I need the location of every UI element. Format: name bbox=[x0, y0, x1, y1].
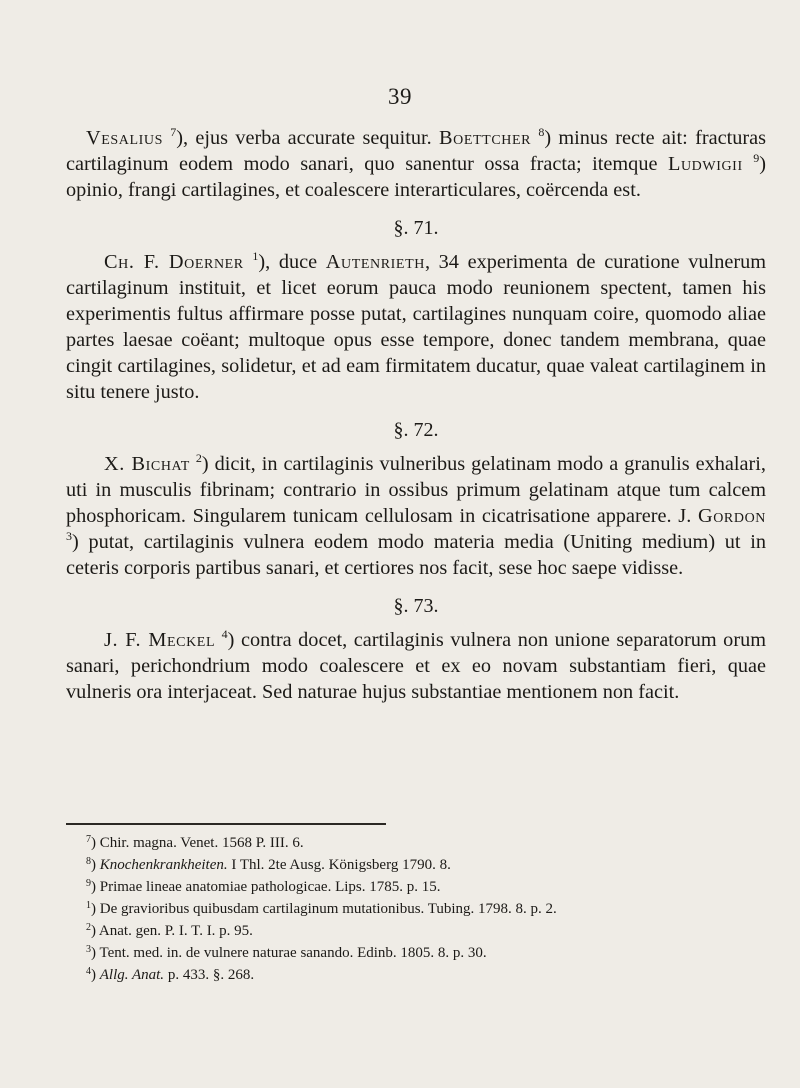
paragraph-text: ) dicit, in cartilaginis vulneribus gelatinam modo a granulis exhalari, uti in musculis fibrinam; contrario in ossibus primum gelatinam atque tum calcem phosphoricam. Singularem tunicam cellulosam in cicatrisatione apparere. J. bbox=[66, 453, 766, 527]
paragraph-vesalius bbox=[66, 125, 766, 203]
footnote-mark: 2 bbox=[86, 922, 91, 933]
page-number: 39 bbox=[388, 84, 412, 109]
footnote-mark: 9 bbox=[86, 878, 91, 889]
footnotes bbox=[66, 832, 766, 986]
footnote: $^2$) Anat. gen. P. I. T. I. p. 95. bbox=[86, 922, 253, 939]
footnote-text: Chir. magna. Venet. 1568 P. III. 6. bbox=[99, 835, 304, 851]
footnote-text: Tent. med. in. de vulnere naturae sanando. Edinb. 1805. 8. p. 30. bbox=[99, 945, 487, 961]
footnote-title: Allg. Anat. bbox=[99, 967, 165, 983]
footnote-ref: 3 bbox=[66, 529, 72, 543]
section-heading-73: §. 73. bbox=[393, 595, 439, 617]
author-name: Gordon bbox=[697, 505, 766, 527]
paragraph-doerner bbox=[66, 249, 766, 405]
paragraph-text: ), ejus verba accurate sequitur. bbox=[176, 127, 440, 149]
author-name: Boettcher bbox=[439, 127, 532, 149]
footnote: $^3$) Tent. med. in. de vulnere naturae sanando. Edinb. 1805. 8. p. 30. bbox=[86, 944, 487, 961]
footnote-text: p. 433. §. 268. bbox=[164, 967, 255, 983]
paragraph-text: ) minus recte ait: fracturas cartilaginum eodem modo sanari, quo sanentur ossa fracta; itemque bbox=[66, 127, 767, 175]
footnote-mark: 3 bbox=[86, 944, 91, 955]
footnote-ref: 8 bbox=[538, 125, 545, 139]
footnote-mark: 7 bbox=[86, 834, 91, 845]
author-name: Vesalius bbox=[86, 127, 164, 149]
footnote-mark: 1 bbox=[86, 900, 91, 911]
section-heading-72: §. 72. bbox=[393, 419, 439, 441]
footnote-ref: 9 bbox=[753, 151, 760, 165]
author-name: Ludwigii bbox=[667, 153, 743, 175]
footnote-ref: 1 bbox=[252, 249, 259, 263]
footnote-text: Primae lineae anatomiae pathologicae. Lips. 1785. p. 15. bbox=[99, 879, 441, 895]
author-name: Ch. F. Doerner bbox=[104, 251, 244, 273]
footnote: $^9$) Primae lineae anatomiae pathologicae. Lips. 1785. p. 15. bbox=[86, 878, 441, 895]
footnote-ref: 2 bbox=[195, 451, 202, 465]
footnote-ref: 4 bbox=[221, 627, 228, 641]
footnote-mark: 8 bbox=[86, 856, 91, 867]
paragraph-meckel bbox=[66, 627, 766, 705]
footnote-title: Knochenkrankheiten. bbox=[99, 857, 228, 873]
paragraph-text: ) opinio, frangi cartilagines, et coalescere interarticulares, coërcenda est. bbox=[66, 153, 766, 201]
main-text bbox=[66, 125, 766, 705]
author-name: X. Bichat bbox=[104, 453, 190, 475]
footnote-text: I Thl. 2te Ausg. Königsberg 1790. 8. bbox=[227, 857, 451, 873]
footnote-text: Anat. gen. P. I. T. I. p. 95. bbox=[98, 923, 253, 939]
paragraph-text: ), duce bbox=[258, 251, 326, 273]
paragraph-text: ) contra docet, cartilaginis vulnera non unione separatorum orum sanari, perichondrium modo coalescere et ex eo novam substantiam fieri, quae vulneris ora interjaceat. Sed naturae hujus substantiae mentionem non facit. bbox=[66, 629, 766, 703]
footnote-text: De gravioribus quibusdam cartilaginum mutationibus. Tubing. 1798. 8. p. 2. bbox=[99, 901, 557, 917]
paragraph-bichat bbox=[66, 451, 766, 581]
footnote: $^8$) Knochenkrankheiten. I Thl. 2te Ausg. Königsberg 1790. 8. bbox=[86, 856, 451, 873]
paragraph-text: ) putat, cartilaginis vulnera eodem modo materia media (Uniting medium) ut in ceteris corporis partibus sanari, et certiores nos facit, sese hoc saepe vidisse. bbox=[66, 531, 766, 579]
author-name: J. F. Meckel bbox=[104, 629, 216, 651]
footnote: $^4$) Allg. Anat. p. 433. §. 268. bbox=[86, 966, 255, 983]
footnote: $^1$) De gravioribus quibusdam cartilaginum mutationibus. Tubing. 1798. 8. p. 2. bbox=[86, 900, 557, 917]
footnote-mark: 4 bbox=[86, 966, 91, 977]
footnote: $^7$) Chir. magna. Venet. 1568 P. III. 6. bbox=[86, 834, 304, 851]
section-heading-71: §. 71. bbox=[393, 217, 439, 239]
author-name: Autenrieth bbox=[325, 251, 425, 273]
footnote-ref: 7 bbox=[170, 125, 177, 139]
footnote-divider bbox=[66, 823, 386, 825]
paragraph-text: , 34 experimenta de curatione vulnerum cartilaginum instituit, et licet eorum pauca modo reunionem spectent, tamen his experimentis fultus affirmare posse putat, cartilagines nunquam coire, quomodo aliae partes laesae coëant; multoque opus esse tempore, donec tandem membrana, quae cingit cartilagines, solidetur, et ad eam firmitatem ducatur, quae valeat cartilaginem in situ tenere justo. bbox=[66, 251, 767, 403]
